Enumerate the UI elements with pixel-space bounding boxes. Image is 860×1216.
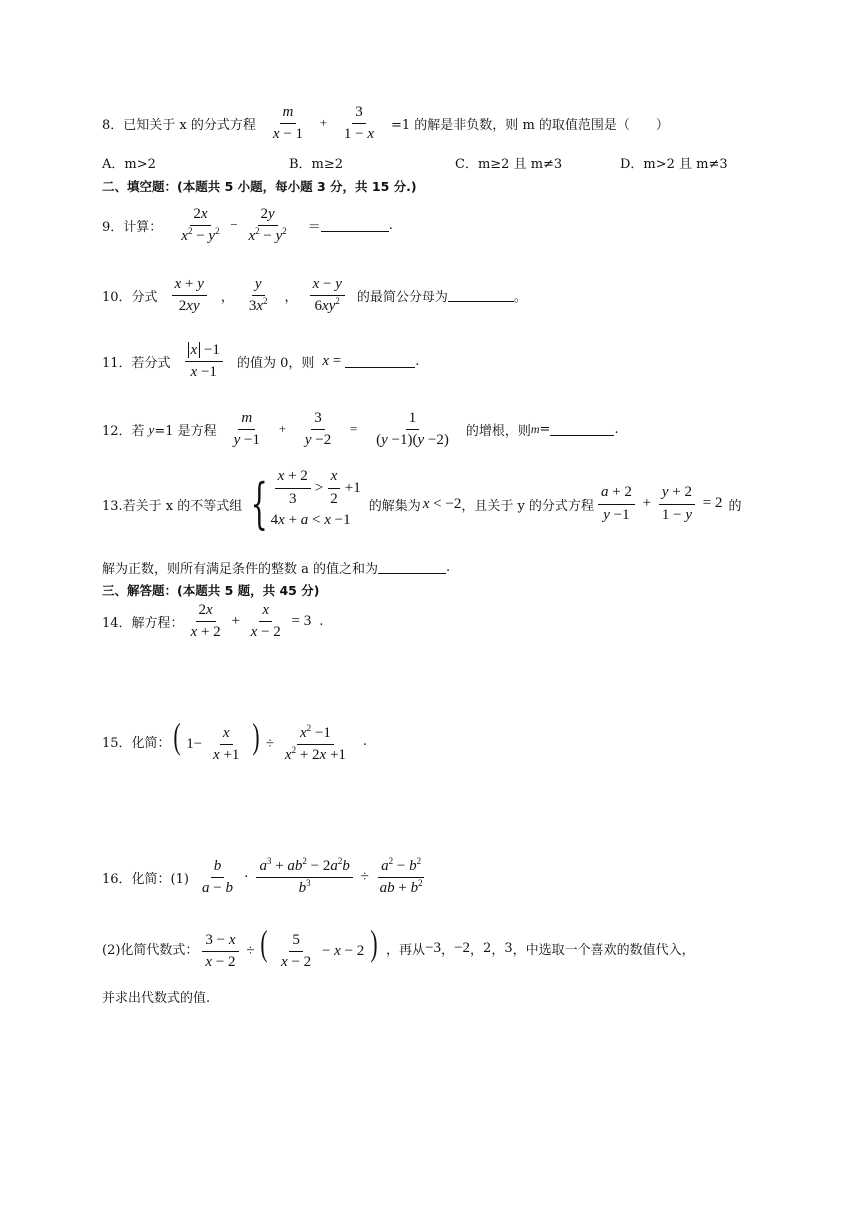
q12-m: m: [530, 422, 540, 437]
q8-stem: [102, 104, 669, 144]
q16-part2-after: ，再从: [386, 942, 426, 958]
q9-label: 9．计算：: [102, 220, 163, 236]
q12: [102, 410, 619, 450]
section-3-heading: 三、解答题：(本题共 5 题，共 45 分): [102, 583, 320, 598]
q13-line-2: [102, 558, 450, 577]
q13-inequality-system: $\frac{x + 2}{3}$ > $\frac{x}{2}$ +1 4x + a < x −1: [270, 468, 361, 528]
q11-answer-blank: [345, 355, 415, 368]
q8-equation: $\frac{m}{x - 1}$ + $\frac{3}{1 - x}$: [272, 104, 375, 143]
q16-label: 16．化简：(1): [102, 872, 189, 888]
q12-text: 的增根，则: [465, 424, 531, 440]
q14-label: 14．解方程：: [102, 616, 184, 632]
q9-answer-blank: [321, 219, 389, 232]
q16-part-1: [102, 858, 430, 898]
q16-value-3: 2: [483, 940, 492, 956]
q11-label: 11．若分式: [102, 356, 171, 372]
q12-end: .: [614, 422, 619, 438]
q16-part2-label: (2)化简代数式：: [102, 942, 199, 958]
q8-option-c: C．m≥2 且 m≠3: [455, 157, 563, 172]
q12-meq: =: [539, 422, 551, 438]
q15: [102, 718, 367, 764]
q13-text-end: 的: [728, 498, 742, 514]
q11: 11．若分式 $\frac{x -1}{x -1}$ 的值为 0，则 x = .: [102, 342, 420, 381]
q14-end: .: [319, 614, 324, 630]
q13: 13.若关于 x 的不等式组 { $\frac{x + 2}{3}$ > $\frac{x}{2}$ +1 4x + a < x −1 的解集为 x < −2 ，且关于 y 的分式方程 $\frac{a + 2}{y -1}$ + $\frac{y + 2}{1 - y}$ = 2 的: [102, 468, 742, 535]
q8-option-d: D．m>2 且 m≠3: [620, 157, 728, 172]
q16-value-1: −3: [425, 939, 442, 956]
q10-label: 10．分式: [102, 290, 158, 306]
q13-text-mid: 的解集为: [368, 498, 421, 514]
q10-end: 。: [513, 290, 527, 306]
q10-text: 的最简公分母为: [356, 290, 448, 306]
q12-answer-blank: [550, 423, 614, 436]
q16-expression-2: $\frac{3 - x}{x - 2}$ ÷ ( $\frac{5}{x - 2}$ − x − 2 ): [198, 925, 380, 971]
q8-stem-after: =1 的解是非负数，则 m 的取值范围是（ ）: [391, 118, 669, 134]
q10-answer-blank: [448, 289, 514, 302]
q16-value-4: 3: [504, 940, 513, 956]
q12-var: y: [148, 421, 155, 437]
q15-end: .: [362, 733, 368, 749]
q9: 9．计算： $\frac{2x}{x^2 - y^2}$ − $\frac{2y}{x^2 - y^2}$ ＝ .: [102, 206, 393, 245]
q14: [102, 602, 323, 642]
q8-option-a: A．m>2: [102, 157, 156, 172]
q13-line2-text: 解为正数，则所有满足条件的整数 a 的值之和为: [102, 562, 379, 577]
q16-expression-1: $\frac{b}{a - b}$ · $\frac{a^3 + ab^2 - 2a^2b}{b^3}$ ÷ $\frac{a^2 - b^2}{ab + b^2}$: [201, 856, 423, 897]
q11-fraction: $\frac{x -1}{x -1}$: [181, 342, 227, 382]
q10-sep-2: ，: [284, 290, 298, 306]
q10-sep-1: ，: [220, 290, 234, 306]
q16-value-2: −2: [454, 939, 471, 956]
q8-number: 8．: [102, 118, 124, 134]
q10: [102, 276, 527, 316]
q12-eq: =1 是方程: [154, 424, 217, 440]
q13-equation: $\frac{a + 2}{y -1}$ + $\frac{y + 2}{1 - y}$ = 2: [594, 484, 723, 524]
q15-expression: ( 1− $\frac{x}{x +1}$ ) ÷ $\frac{x^2 -1}{x^2 + 2x +1}$: [172, 716, 346, 764]
q10-fraction-2: $\frac{y}{3x^2}$: [248, 276, 268, 315]
q10-fraction-1: $\frac{x + y}{2xy}$: [168, 276, 211, 316]
q11-end: .: [415, 354, 420, 370]
q13-line2-end: .: [446, 560, 451, 575]
q16-part-2: (2)化简代数式： $\frac{3 - x}{x - 2}$ ÷ ( $\frac{5}{x - 2}$ − x − 2 ) ，再从 −3 ， −2 ， 2 ， 3 ， 中选取一个喜欢的数值代入，: [102, 923, 695, 971]
q13-answer-blank: [378, 561, 446, 574]
q9-end: .: [388, 218, 393, 234]
q15-label: 15．化简：: [102, 735, 171, 751]
q10-fraction-3: $\frac{x - y}{6xy^2}$: [306, 276, 349, 316]
q14-equation: $\frac{2x}{x + 2}$ + $\frac{x}{x - 2}$ = 3: [190, 602, 312, 641]
q8-stem-before: 已知关于 x 的分式方程: [123, 118, 256, 134]
q12-equation: $\frac{m}{y -1}$ + $\frac{3}{y -2}$ = $\frac{1}{(y -1)(y -2)}$: [233, 410, 449, 449]
q11-text: 的值为 0，则: [236, 356, 315, 372]
section-2-heading: 二、填空题：(本题共 5 小题，每小题 3 分，共 15 分.): [102, 179, 417, 194]
q13-label: 13.若关于 x 的不等式组: [102, 498, 243, 514]
q12-label: 12．若: [102, 424, 145, 440]
q8-option-b: B．m≥2: [289, 157, 344, 172]
q13-brace: {: [250, 472, 269, 535]
q16-part2-end: 中选取一个喜欢的数值代入，: [525, 942, 695, 958]
q13-text-mid2: ，且关于 y 的分式方程: [461, 498, 594, 514]
q9-expression: $\frac{2x}{x^2 - y^2}$ − $\frac{2y}{x^2 - y^2}$: [181, 206, 287, 245]
q16-line-3: 并求出代数式的值.: [102, 991, 211, 1006]
